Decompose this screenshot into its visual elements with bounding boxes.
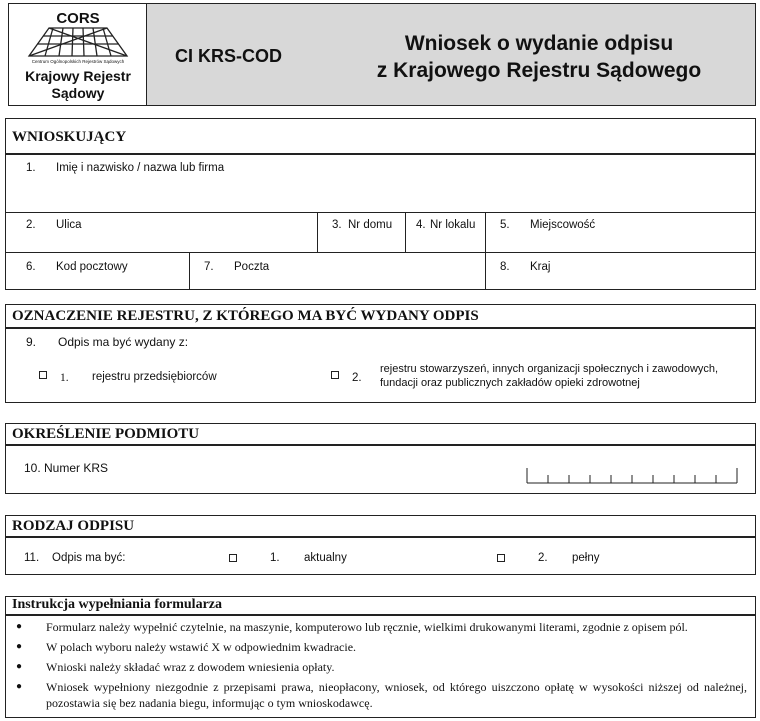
section-register-title: OZNACZENIE REJESTRU, Z KTÓREGO MA BYĆ WYDANY ODPIS: [12, 308, 479, 324]
option-associations-register[interactable]: 2. rejestru stowarzyszeń, innych organizacji społecznych i zawodowych, fundacji oraz publicznych zakładów opieki zdrowotnej: [326, 361, 746, 395]
option-associations-line1: rejestru stowarzyszeń, innych organizacji społecznych i zawodowych,: [380, 363, 719, 375]
form-title-line2: z Krajowego Rejestru Sądowego: [376, 59, 702, 82]
field-postal-code-label: Kod pocztowy: [56, 261, 128, 273]
field-name[interactable]: 1. Imię i nazwisko / nazwa lub firma: [26, 162, 225, 174]
field-country-label: Kraj: [530, 261, 551, 273]
checkbox-associations-register[interactable]: [331, 371, 339, 379]
logo-line2: Sądowy: [51, 85, 105, 101]
field-country[interactable]: 8. Kraj: [500, 261, 551, 273]
option-business-register-label: rejestru przedsiębiorców: [92, 371, 217, 383]
instruction-item: ● Wnioski należy składać wraz z dowodem wniesienia opłaty.: [16, 660, 335, 674]
section-entity: [5, 423, 756, 494]
field-postal-code[interactable]: 6. Kod pocztowy: [26, 261, 128, 273]
form-code: CI KRS-COD: [175, 46, 282, 66]
instruction-item: ● Wniosek wypełniony niezgodnie z przepisami prawa, nieopłacony, wniosek, od którego uiszczono opłatę w wysokości niższej od należnej, pozostawia się bez nadania biegu, informując o tym wnioskodawcę.: [16, 680, 747, 710]
field-register-label: Odpis ma być wydany z:: [58, 335, 189, 349]
option-current[interactable]: 1. aktualny: [226, 549, 376, 567]
option-current-label: aktualny: [304, 552, 347, 564]
section-applicant: [5, 118, 756, 290]
section-instructions-title: Instrukcja wypełniania formularza: [12, 597, 222, 612]
bullet-icon: ●: [16, 661, 23, 672]
instruction-item: ● W polach wyboru należy wstawić X w odpowiednim kwadracie.: [16, 640, 357, 654]
section-copy-type-header: [6, 516, 755, 538]
krs-number-input[interactable]: [526, 468, 738, 484]
section-entity-title: OKREŚLENIE PODMIOTU: [12, 426, 200, 442]
field-city-label: Miejscowość: [530, 219, 596, 231]
option-business-register[interactable]: 1. rejestru przedsiębiorców: [36, 367, 286, 387]
section-instructions: [5, 596, 756, 718]
field-krs-label: 10. Numer KRS: [24, 461, 109, 475]
field-street[interactable]: 2. Ulica: [26, 219, 82, 231]
logo-block: [9, 4, 147, 105]
logo-top-text: CORS: [56, 10, 100, 27]
courthouse-logo-icon: [23, 24, 133, 58]
field-city[interactable]: 5. Miejscowość: [500, 219, 596, 231]
bullet-icon: ●: [16, 641, 23, 652]
instruction-item: ● Formularz należy wypełnić czytelnie, na maszynie, komputerowo lub ręcznie, wielkimi drukowanymi literami, zgodnie z opisem pól.: [16, 620, 688, 634]
field-copy-type-label: Odpis ma być:: [52, 552, 126, 564]
section-register-header: [6, 305, 755, 329]
form-title-line1: Wniosek o wydanie odpisu: [404, 32, 674, 55]
logo-line1: Krajowy Rejestr: [25, 68, 131, 84]
field-name-label: Imię i nazwisko / nazwa lub firma: [56, 162, 225, 174]
section-copy-type: RODZAJ ODPISU 11. Odpis ma być: 1. aktualny 2. pełny: [5, 515, 756, 575]
checkbox-current[interactable]: [229, 554, 237, 562]
section-applicant-header: [6, 119, 755, 155]
krs-digit-boxes: [526, 468, 738, 484]
field-apartment-number-label: Nr lokalu: [430, 219, 476, 231]
checkbox-business-register[interactable]: [39, 371, 47, 379]
section-entity-header: [6, 424, 755, 446]
field-post-office-label: Poczta: [234, 261, 270, 273]
field-apartment-number[interactable]: 4. Nr lokalu: [416, 219, 476, 231]
field-street-label: Ulica: [56, 219, 82, 231]
checkbox-full[interactable]: [497, 554, 505, 562]
section-instructions-header: [6, 597, 755, 616]
bullet-icon: ●: [16, 681, 23, 692]
option-associations-line2: fundacji oraz publicznych zakładów opieki zdrowotnej: [380, 377, 640, 389]
section-applicant-title: WNIOSKUJĄCY: [12, 129, 127, 145]
option-full[interactable]: 2. pełny: [494, 549, 644, 567]
option-full-label: pełny: [572, 552, 600, 564]
field-post-office[interactable]: 7. Poczta: [204, 261, 270, 273]
field-house-number-label: Nr domu: [348, 219, 393, 231]
logo-sub-text: Centrum Ogólnopolskich Rejestrów Sądowych: [31, 59, 125, 64]
section-copy-type-title: RODZAJ ODPISU: [12, 518, 135, 534]
bullet-icon: ●: [16, 621, 23, 632]
form-header: [8, 3, 756, 106]
field-house-number[interactable]: 3. Nr domu: [332, 219, 393, 231]
section-register: OZNACZENIE REJESTRU, Z KTÓREGO MA BYĆ WYDANY ODPIS 9. Odpis ma być wydany z: 1. rejestru przedsiębiorców 2. rejestru stowarzyszeń, innych organizacji społecznych i zawodowych, fundacji oraz publicznych zakładów opieki zdrowotnej: [5, 304, 756, 403]
